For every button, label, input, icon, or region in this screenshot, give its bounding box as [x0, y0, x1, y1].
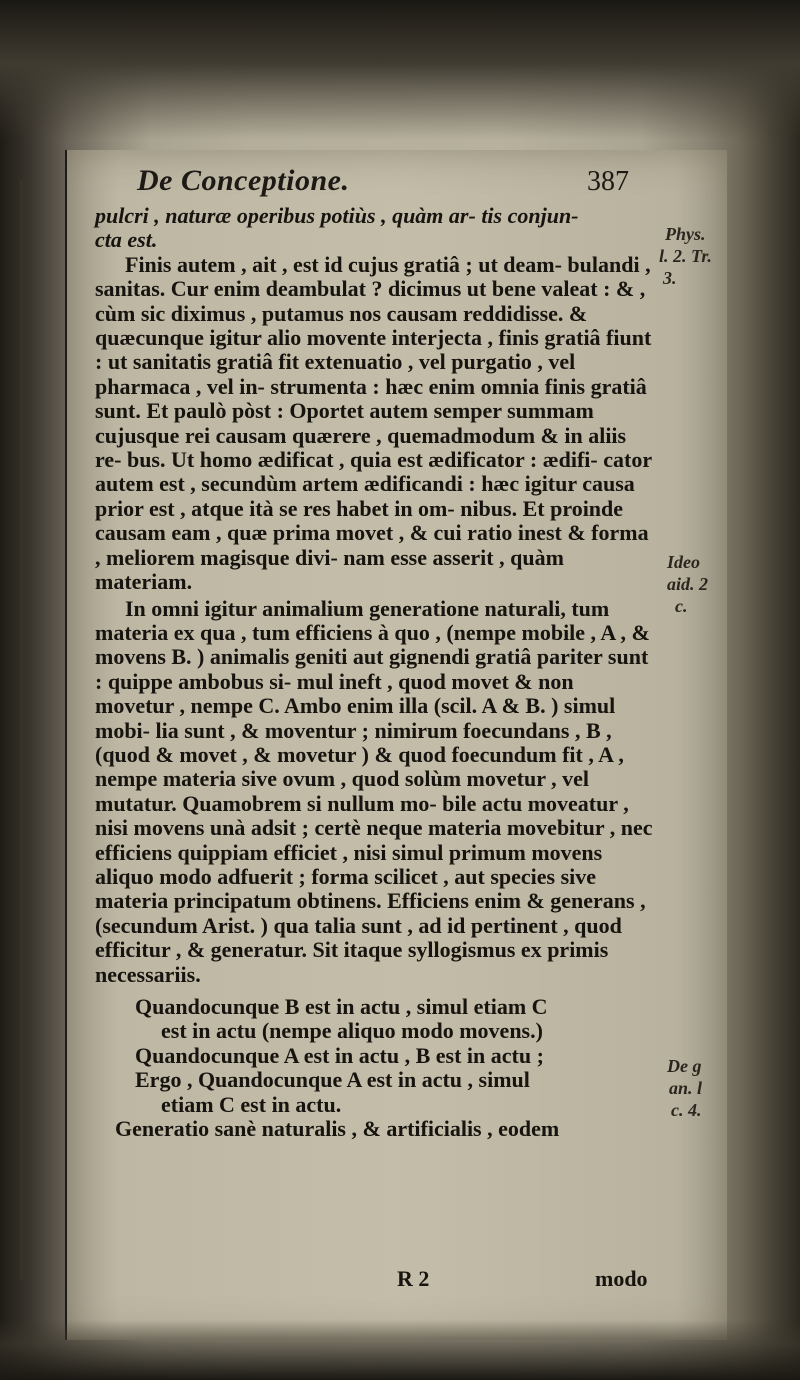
margin-note: l. 2. Tr. [659, 246, 712, 266]
syllogism-line: Ergo , Quandocunque A est in actu , simul [135, 1067, 530, 1093]
margin-note: an. l [669, 1078, 703, 1098]
text-line: cta est. [95, 227, 158, 253]
margin-note: Ideo [667, 552, 700, 572]
syllogism-line: est in actu (nempe aliquo modo movens.) [161, 1018, 543, 1044]
margin-note: c. [675, 596, 688, 616]
running-title: De Conceptione. [137, 164, 350, 197]
closing-line: Generatio sanè naturalis , & artificialis , eodem [115, 1116, 560, 1142]
paragraph-generatione: In omni igitur animalium generatione naturali, tum materia ex qua , tum efficiens à quo , (nempe mobile , A , & movens B. ) animalis geniti aut gignendi gratiâ pariter sunt : quippe ambobus si- mul ineft , quod movet & non movetur , nempe C. Ambo enim illa (scil. A & B. ) simul mobi- lia sunt , & moventur ; nimirum foecundans , B , (quod & movet , & movetur ) & quod foecundum fit , A , nempe materia sive ovum , quod solùm movetur , vel mutatur. Quamobrem si nullum mo- bile actu moveatur , nisi movens unà adsit ; certè neque materia movebitur , nec efficiens quippiam efficiet , nisi simul primum movens aliquo modo adfuerit ; forma scilicet , aut species sive materia principatum obtinens. Efficiens enim & generans , (secundum Arist. ) qua talia sunt , ad id pertinent , quod efficitur , & generatur. Sit itaque syllogismus ex primis necessariis. [95, 595, 653, 987]
text-line: pulcri , naturæ operibus potiùs , quàm ar- tis conjun- [95, 203, 579, 228]
paragraph-finis: Finis autem , ait , est id cujus gratiâ ; ut deam- bulandi , sanitas. Cur enim deambulat ? dicimus ut bene valeat : & , cùm sic diximus , putamus nos causam reddidisse. & quæcunque igitur alio movente interjecta , finis gratiâ fiunt : ut sanitatis gratiâ fit extenuatio , vel purgatio , vel pharmaca , vel in- strumenta : hæc enim omnia finis gratiâ sunt. Et paulò pòst : Oportet autem semper summam cujusque rei causam quærere , quemadmodum & in aliis re- bus. Ut homo ædificat , quia est ædificator : ædifi- cator autem est , secundùm artem ædificandi : hæc igitur causa prior est , atque ità se res habet in om- nibus. Et proinde causam eam , quæ prima movet , & cui ratio inest & forma , meliorem magisque divi- nam esse asserit , quàm materiam. [95, 251, 652, 595]
margin-note: aid. 2 [667, 574, 709, 594]
margin-note: c. 4. [671, 1100, 702, 1120]
margin-note: 3. [663, 268, 677, 288]
syllogism [95, 995, 655, 1117]
left-binding-shadow [20, 180, 23, 1280]
syllogism-line: etiam C est in actu. [161, 1091, 342, 1117]
catchword: modo [595, 1266, 648, 1291]
page-number: 387 [587, 166, 629, 197]
syllogism-line: Quandocunque A est in actu , B est in actu ; [135, 1042, 544, 1068]
margin-note: Phys. [665, 224, 706, 244]
text-block [95, 204, 655, 1141]
book-page [65, 150, 727, 1340]
margin-note: De g [667, 1056, 702, 1076]
signature-mark: R 2 [397, 1266, 430, 1291]
running-head [107, 164, 687, 204]
syllogism-line: Quandocunque B est in actu , simul etiam C [135, 994, 548, 1019]
